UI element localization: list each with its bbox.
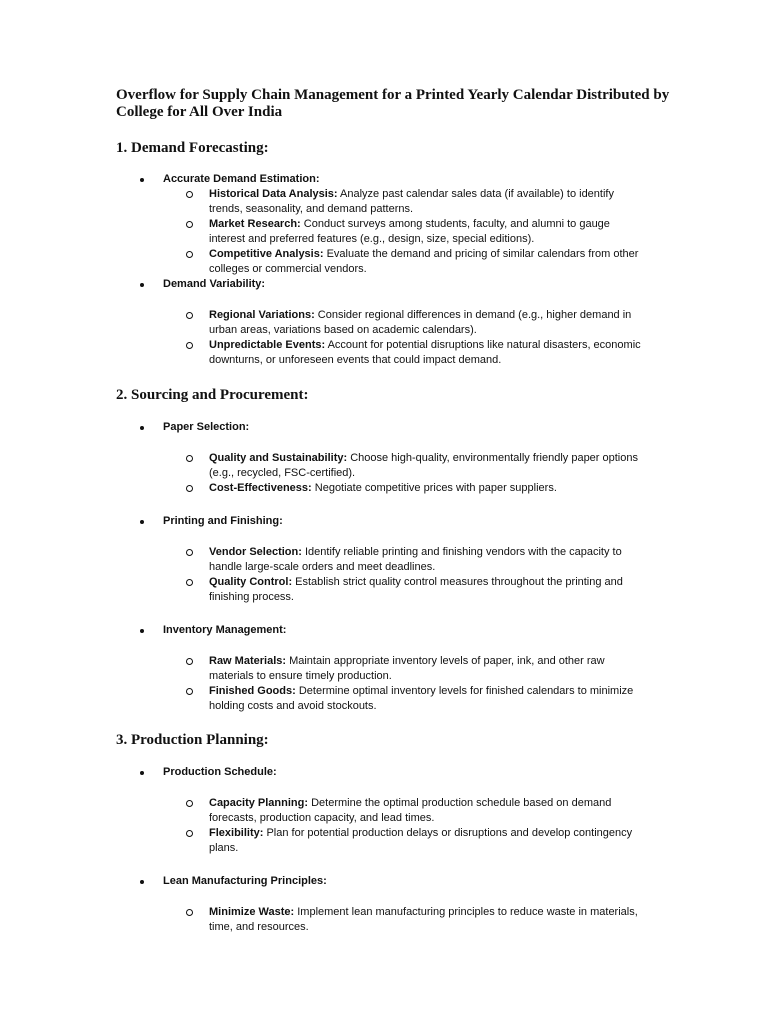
circle-bullet-icon	[186, 830, 193, 837]
section-heading-sourcing-procurement: 2. Sourcing and Procurement:	[116, 387, 309, 403]
section-heading-production-planning: 3. Production Planning:	[116, 732, 269, 748]
bullet-icon	[140, 520, 144, 524]
circle-bullet-icon	[186, 342, 193, 349]
bullet-icon	[140, 880, 144, 884]
circle-bullet-icon	[186, 549, 193, 556]
circle-bullet-icon	[186, 191, 193, 198]
bullet-icon	[140, 629, 144, 633]
circle-bullet-icon	[186, 251, 193, 258]
bullet-icon	[140, 426, 144, 430]
circle-bullet-icon	[186, 579, 193, 586]
circle-bullet-icon	[186, 485, 193, 492]
document-title: Overflow for Supply Chain Management for a Printed Yearly Calendar Distributed by College for All Over India	[116, 87, 670, 120]
bullet-icon	[140, 178, 144, 182]
circle-bullet-icon	[186, 658, 193, 665]
circle-bullet-icon	[186, 455, 193, 462]
circle-bullet-icon	[186, 221, 193, 228]
circle-bullet-icon	[186, 688, 193, 695]
document-page: Overflow for Supply Chain Management for a Printed Yearly Calendar Distributed by College for All Over India 1. Demand Forecasting: Accurate Demand Estimation: Historical Data Analysis: Analyze past calendar sales data (if available) to identify trends, seasonality, and demand patterns. Market Research: Conduct surveys among students, faculty, and alumni to gauge interest and preferred features (e.g., design, size, special editions). Competitive Analysis: Evaluate the demand and pricing of similar calendars from other colleges or commercial vendors. Demand Variability: Regional Variations: Consider regional differences in demand (e.g., higher demand in urban areas, variations based on academic calendars). Unpredictable Events: Account for potential disruptions like natural disasters, economic downturns, or unforeseen events that could impact demand. 2. Sourcing and Procurement: Paper Selection: Quality and Sustainability: Choose high-quality, environmentally friendly paper options (e.g., recycled, FSC-certified). Cost-Effectiveness: Negotiate competitive prices with paper suppliers. Printing and Finishing: Vendor Selection: Identify reliable printing and finishing vendors with the capacity to handle large-scale orders and meet deadlines. Quality Control: Establish strict quality control measures throughout the printing and finishing process. Inventory Management: Raw Materials: Maintain appropriate inventory levels of paper, ink, and other raw materials to ensure timely production. Finished Goods: Determine optimal inventory levels for finished calendars to minimize holding costs and avoid stockouts. 3. Production Planning: Production Schedule: Capacity Planning: Determine the optimal production schedule based on demand forecasts, production capacity, and lead times. Flexibility: Plan for potential production delays or disruptions and develop contingency plans. Lean Manufacturing Principles: Minimize Waste: Implement lean manufacturing principles to reduce waste in materials, time, and resources.	[0, 0, 768, 1024]
section-heading-demand-forecasting: 1. Demand Forecasting:	[116, 140, 269, 156]
bullet-icon	[140, 283, 144, 287]
bullet-icon	[140, 771, 144, 775]
circle-bullet-icon	[186, 800, 193, 807]
circle-bullet-icon	[186, 909, 193, 916]
circle-bullet-icon	[186, 312, 193, 319]
